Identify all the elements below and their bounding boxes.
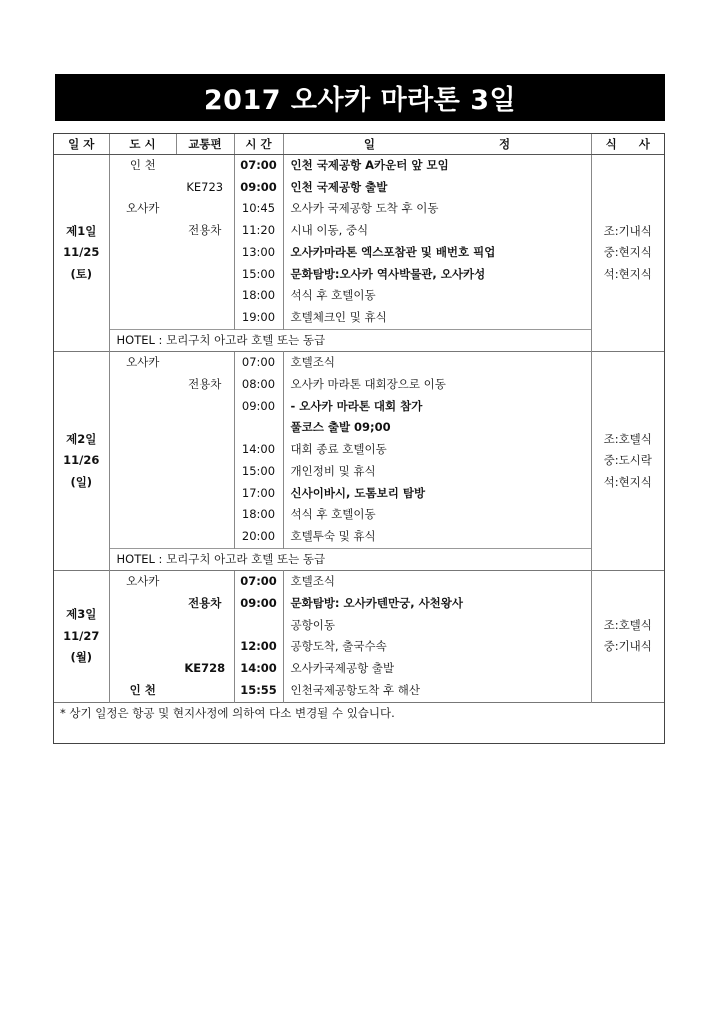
hotel-info: HOTEL : 모리구치 아고라 호텔 또는 동급 [109, 548, 591, 571]
transport-cell [176, 307, 234, 329]
table-row [54, 526, 664, 548]
schedule-cell: 호텔조식 [283, 571, 591, 593]
table-row [54, 264, 664, 286]
day-cell [54, 155, 109, 352]
hotel-row [54, 548, 664, 571]
transport-cell [176, 615, 234, 637]
table-header-row [54, 134, 664, 155]
meal-item: 중:도시락 [603, 453, 652, 468]
meal-item: 조:호텔식 [603, 617, 652, 632]
transport-cell [176, 461, 234, 483]
city-cell [109, 396, 176, 418]
schedule-cell: 공항도착, 출국수속 [290, 639, 387, 654]
schedule-cell: 공항이동 [290, 617, 335, 632]
transport-cell [176, 571, 234, 593]
transport-cell [176, 526, 234, 548]
day-label: 제2일 [66, 431, 97, 446]
day-date: 11/25 [63, 245, 100, 260]
schedule-cell: 오사카마라톤 엑스포참관 및 배번호 픽업 [290, 244, 496, 259]
city-cell [109, 636, 176, 658]
city-cell: 오사카 [126, 201, 160, 216]
header-transport: 교통편 [176, 134, 234, 155]
header-time: 시 간 [234, 134, 283, 155]
table-row [54, 571, 664, 593]
meal-item: 중:현지식 [603, 245, 652, 260]
schedule-cell: 풀코스 출발 09;00 [290, 420, 391, 435]
day-label: 제3일 [66, 606, 97, 621]
schedule-cell: 인천국제공항도착 후 해산 [290, 682, 421, 697]
table-row [54, 658, 664, 680]
page-title: 2017 오사카 마라톤 3일 [55, 74, 665, 121]
schedule-cell: 인천 국제공항 A카운터 앞 모임 [283, 155, 591, 177]
city-cell [109, 264, 176, 286]
time-cell: 17:00 [234, 483, 283, 505]
time-cell: 07:00 [234, 352, 283, 374]
table-row [54, 242, 664, 264]
schedule-cell: 시내 이동, 중식 [290, 223, 369, 238]
city-cell [109, 504, 176, 526]
table-row [54, 198, 664, 220]
time-cell [234, 417, 283, 439]
table-row [54, 177, 664, 199]
time-cell: 14:00 [234, 439, 283, 461]
table-row [54, 220, 664, 242]
transport-cell [176, 417, 234, 439]
table-row [54, 307, 664, 329]
time-cell: 18:00 [234, 285, 283, 307]
time-cell: 20:00 [234, 526, 283, 548]
transport-cell [176, 198, 234, 220]
time-cell: 14:00 [234, 658, 283, 680]
time-cell: 15:55 [234, 680, 283, 702]
transport-cell: KE728 [184, 661, 226, 676]
transport-cell [176, 396, 234, 418]
table-row [54, 504, 664, 526]
schedule-cell: 신사이바시, 도톰보리 탐방 [290, 485, 426, 500]
itinerary-table [54, 134, 664, 724]
header-schedule: 일 정 [283, 134, 591, 155]
transport-cell [176, 155, 234, 177]
table-row [54, 439, 664, 461]
time-cell: 09:00 [234, 593, 283, 615]
table-row [54, 396, 664, 418]
table-row [54, 285, 664, 307]
meal-item: 조:기내식 [603, 223, 652, 238]
header-day: 일 자 [54, 134, 109, 155]
transport-cell [176, 680, 234, 702]
table-row [54, 461, 664, 483]
city-cell [109, 439, 176, 461]
schedule-cell: 개인정비 및 휴식 [290, 463, 376, 478]
header-meal: 식 사 [591, 134, 664, 155]
schedule-cell: 대회 종료 호텔이동 [290, 442, 387, 457]
city-cell: 오사카 [109, 571, 176, 593]
meal-item: 조:호텔식 [603, 431, 652, 446]
table-row [54, 636, 664, 658]
city-cell [109, 285, 176, 307]
time-cell: 18:00 [234, 504, 283, 526]
schedule-cell: 인천 국제공항 출발 [290, 179, 388, 194]
city-cell [109, 461, 176, 483]
city-cell [109, 177, 176, 199]
time-cell: 09:00 [234, 177, 283, 199]
time-cell [234, 615, 283, 637]
table-row [54, 593, 664, 615]
meal-cell [591, 571, 664, 702]
hotel-row [54, 329, 664, 352]
meal-cell [591, 155, 664, 352]
meal-item: 석:현지식 [603, 267, 652, 282]
hotel-info: HOTEL : 모리구치 아고라 호텔 또는 동급 [109, 329, 591, 352]
transport-cell: 전용차 [188, 377, 222, 392]
transport-cell [176, 264, 234, 286]
time-cell: 07:00 [234, 571, 283, 593]
city-cell: 인 천 [109, 155, 176, 177]
city-cell [109, 526, 176, 548]
city-cell [109, 374, 176, 396]
day-cell [54, 571, 109, 702]
time-cell: 10:45 [234, 198, 283, 220]
schedule-cell: 오사카 국제공항 도착 후 이동 [290, 201, 439, 216]
transport-cell: KE723 [186, 179, 224, 194]
day-weekday: (토) [70, 267, 93, 282]
time-cell: 12:00 [234, 636, 283, 658]
day-label: 제1일 [66, 223, 97, 238]
city-cell [109, 615, 176, 637]
city-cell [109, 307, 176, 329]
header-city: 도 시 [109, 134, 176, 155]
note-text: * 상기 일정은 항공 및 현지사정에 의하여 다소 변경될 수 있습니다. [54, 702, 664, 724]
transport-cell [176, 504, 234, 526]
time-cell: 08:00 [234, 374, 283, 396]
schedule-cell: 석식 후 호텔이동 [290, 507, 376, 522]
day-date: 11/27 [63, 628, 100, 643]
transport-cell [176, 352, 234, 374]
table-row [54, 417, 664, 439]
schedule-cell: 오사카 마라톤 대회장으로 이동 [290, 377, 446, 392]
city-cell: 오사카 [109, 352, 176, 374]
table-row [54, 483, 664, 505]
schedule-cell: 호텔투숙 및 휴식 [290, 528, 376, 543]
day-weekday: (일) [70, 475, 93, 490]
day-date: 11/26 [63, 453, 100, 468]
meal-item: 중:기내식 [603, 639, 652, 654]
schedule-cell: 호텔조식 [283, 352, 591, 374]
time-cell: 15:00 [234, 264, 283, 286]
time-cell: 13:00 [234, 242, 283, 264]
transport-cell [176, 483, 234, 505]
time-cell: 11:20 [234, 220, 283, 242]
table-row [54, 155, 664, 177]
transport-cell: 전용차 [188, 596, 222, 611]
schedule-cell: 석식 후 호텔이동 [290, 288, 376, 303]
city-cell [109, 658, 176, 680]
city-cell [109, 242, 176, 264]
schedule-cell: - 오사카 마라톤 대회 참가 [290, 398, 423, 413]
schedule-cell: 문화탐방:오사카 역사박물관, 오사카성 [290, 266, 486, 281]
schedule-cell: 문화탐방: 오사카텐만궁, 사천왕사 [290, 596, 463, 611]
meal-item: 석:현지식 [603, 475, 652, 490]
day-cell [54, 352, 109, 571]
table-row [54, 680, 664, 702]
city-cell [109, 483, 176, 505]
city-cell [109, 220, 176, 242]
transport-cell [176, 242, 234, 264]
city-cell: 인 천 [129, 682, 156, 697]
time-cell: 09:00 [234, 396, 283, 418]
transport-cell [176, 285, 234, 307]
table-row [54, 374, 664, 396]
city-cell [109, 593, 176, 615]
time-cell: 19:00 [234, 307, 283, 329]
transport-cell [176, 439, 234, 461]
transport-cell: 전용차 [188, 223, 222, 238]
meal-cell [591, 352, 664, 571]
time-cell: 15:00 [234, 461, 283, 483]
schedule-cell: 오사카국제공항 출발 [290, 661, 395, 676]
table-row [54, 615, 664, 637]
table-row [54, 352, 664, 374]
schedule-cell: 호텔체크인 및 휴식 [290, 309, 387, 324]
day-weekday: (월) [70, 650, 93, 665]
time-cell: 07:00 [234, 155, 283, 177]
city-cell [109, 417, 176, 439]
transport-cell [176, 636, 234, 658]
